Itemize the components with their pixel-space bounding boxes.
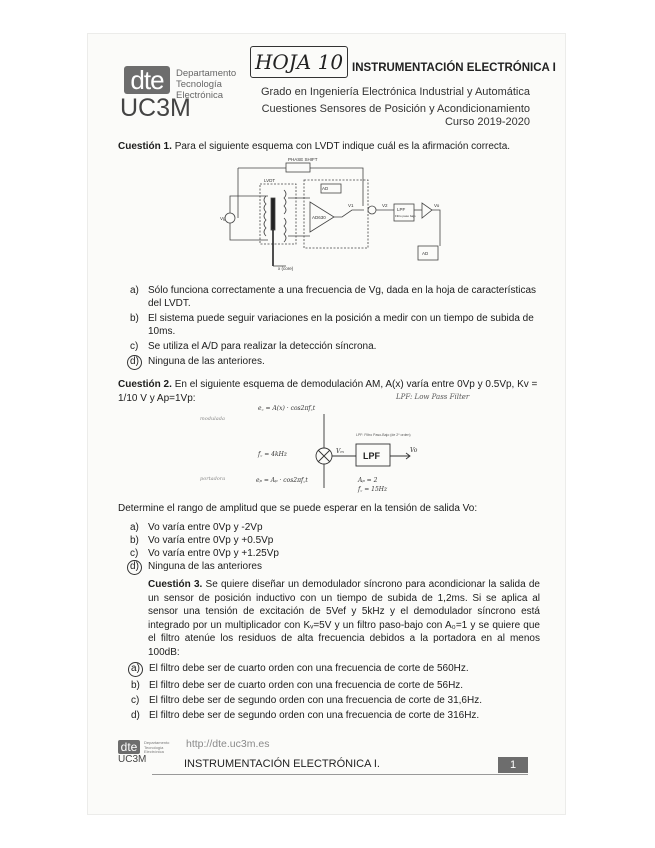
- q3-option-d[interactable]: d) El filtro debe ser de segundo orden con una frecuencia de corte de 316Hz.: [131, 710, 480, 721]
- ec-equation: e꜀ = A(x) · cos2πf꜀t: [258, 405, 316, 412]
- q2-option-d[interactable]: d) Ninguna de las anteriores: [130, 560, 540, 575]
- vm-label: Vₘ: [336, 448, 345, 455]
- ep-equation: eₚ = Aₚ · cos2πf꜀t: [256, 477, 308, 484]
- phase-shift-label: PHASE SHIFT: [288, 158, 318, 162]
- ad630-label: AD630: [312, 215, 326, 220]
- circled-answer-mark: a): [128, 662, 143, 677]
- lpf-label: LPF: [397, 207, 406, 212]
- question-1-text: Para el siguiente esquema con LVDT indique cuál es la afirmación correcta.: [174, 141, 511, 152]
- phase-shift-block: [286, 163, 310, 172]
- vo-label: Vo: [434, 203, 440, 208]
- question-2-prompt: Determine el rango de amplitud que se puede esperar en la tensión de salida Vo:: [118, 503, 478, 514]
- question-3-text: Se quiere diseñar un demodulador síncrono para acondicionar la salida de un sensor de posición inductivo con un tiempo de subida de 1,2ms. Si se aplica al sensor una tensión de excitación de 5Vef y 5kHz y el demodulador síncrono está integrado por un multiplicador con Kᵥ=5V y un filtro paso-bajo con A₀=1 y se quiere que el filtro atenúe los residuos de alta frecuencia debidos a la portadora en al menos 100dB:: [148, 579, 540, 658]
- question-3-label: Cuestión 3.: [148, 579, 203, 590]
- vg-source-symbol: [225, 213, 235, 223]
- footer-uc3m-text: UC3M: [118, 754, 147, 765]
- footer-url-link[interactable]: http://dte.uc3m.es: [186, 738, 270, 750]
- q2-option-c[interactable]: c) Vo varía entre 0Vp y +1.25Vp: [130, 548, 279, 559]
- question-1-options: [130, 284, 540, 370]
- vo-output-label: Vo: [410, 447, 418, 454]
- lpf-text-q2: LPF: [363, 451, 380, 461]
- q1-option-a[interactable]: a) Sólo funciona correctamente a una frecuencia de Vg, dada en la hoja de características del LVDT.: [130, 285, 537, 309]
- question-3-statement: [148, 578, 540, 659]
- q1-option-b[interactable]: b) El sistema puede seguir variaciones en la posición a medir con un tiempo de subida de 10ms.: [130, 313, 534, 337]
- page-number: 1: [498, 757, 528, 773]
- summing-node: [368, 206, 376, 214]
- question-2-label: Cuestión 2.: [118, 379, 172, 390]
- ad-label: AD: [322, 186, 329, 191]
- lvdt-circuit-diagram: [218, 158, 443, 273]
- q3-option-c[interactable]: c) El filtro debe ser de segundo orden con una frecuencia de corte de 31,6Hz.: [131, 695, 482, 706]
- q3-option-b[interactable]: b) El filtro debe ser de cuarto orden con una frecuencia de corte de 56Hz.: [131, 680, 464, 691]
- circled-answer-mark: d): [127, 560, 142, 575]
- department-name: Departamento Tecnología Electrónica: [176, 68, 237, 101]
- degree-name: Grado en Ingeniería Electrónica Industrial y Automática: [260, 86, 530, 98]
- v1-label: V1: [348, 203, 354, 208]
- fc-cutoff-label: f꜀ = 15Hz: [358, 486, 388, 493]
- lpf-sub-label: Filtro paso bajo: [395, 214, 416, 218]
- lvdt-label: LVDT: [264, 178, 276, 183]
- subject-name: Cuestiones Sensores de Posición y Acondicionamiento: [261, 103, 530, 115]
- fc-carrier-label: f꜀ = 4kHz: [258, 451, 287, 458]
- vg-label: Vg: [220, 216, 226, 221]
- am-demodulation-diagram: [200, 398, 430, 498]
- hand-portadora: portadora: [200, 476, 226, 482]
- q2-option-a[interactable]: a) Vo varía entre 0Vp y -2Vp: [130, 522, 263, 533]
- ap-label: Aₚ = 2: [358, 477, 378, 484]
- footer-department: Departamento Tecnología Electrónica: [144, 740, 170, 754]
- footer-title: INSTRUMENTACIÓN ELECTRÓNICA I.: [184, 758, 380, 770]
- circled-answer-mark: d): [127, 355, 142, 370]
- question-3-options: [131, 662, 541, 722]
- ad-box-label: AD: [422, 251, 429, 256]
- course-title: INSTRUMENTACIÓN ELECTRÓNICA I: [352, 62, 556, 74]
- v2-label: V2: [382, 203, 388, 208]
- lpf-caption: LPF: Filtro Paso-Bajo (de 2º orden): [356, 433, 411, 437]
- q1-option-c[interactable]: c) Se utiliza el A/D para realizar la detección síncrona.: [130, 341, 377, 352]
- handwritten-lpf-note: LPF: Low Pass Filter: [396, 393, 470, 401]
- uc3m-logo-text: UC3M: [120, 94, 191, 122]
- question-1-statement: [118, 140, 538, 154]
- hoja-handwritten-box: HOJA 10: [250, 46, 348, 78]
- footer-dte-logo: dte: [118, 740, 140, 754]
- question-1-label: Cuestión 1.: [118, 141, 172, 152]
- academic-year: Curso 2019-2020: [444, 116, 530, 128]
- question-2-options: [130, 521, 540, 575]
- q1-option-d[interactable]: d) Ninguna de las anteriores.: [130, 355, 540, 370]
- q2-option-b[interactable]: b) Vo varía entre 0Vp y +0.5Vp: [130, 535, 274, 546]
- q3-option-a[interactable]: a) El filtro debe ser de cuarto orden con una frecuencia de corte de 560Hz.: [131, 662, 541, 677]
- core-label: x (core): [278, 266, 294, 271]
- dte-logo: dte: [124, 66, 170, 94]
- hand-modulada: modulada: [200, 416, 225, 422]
- question-2-text: En el siguiente esquema de demodulación AM, A(x) varía entre 0Vp y 0.5Vp, Kv = 1/10 V y Ap=1Vp:: [118, 379, 538, 404]
